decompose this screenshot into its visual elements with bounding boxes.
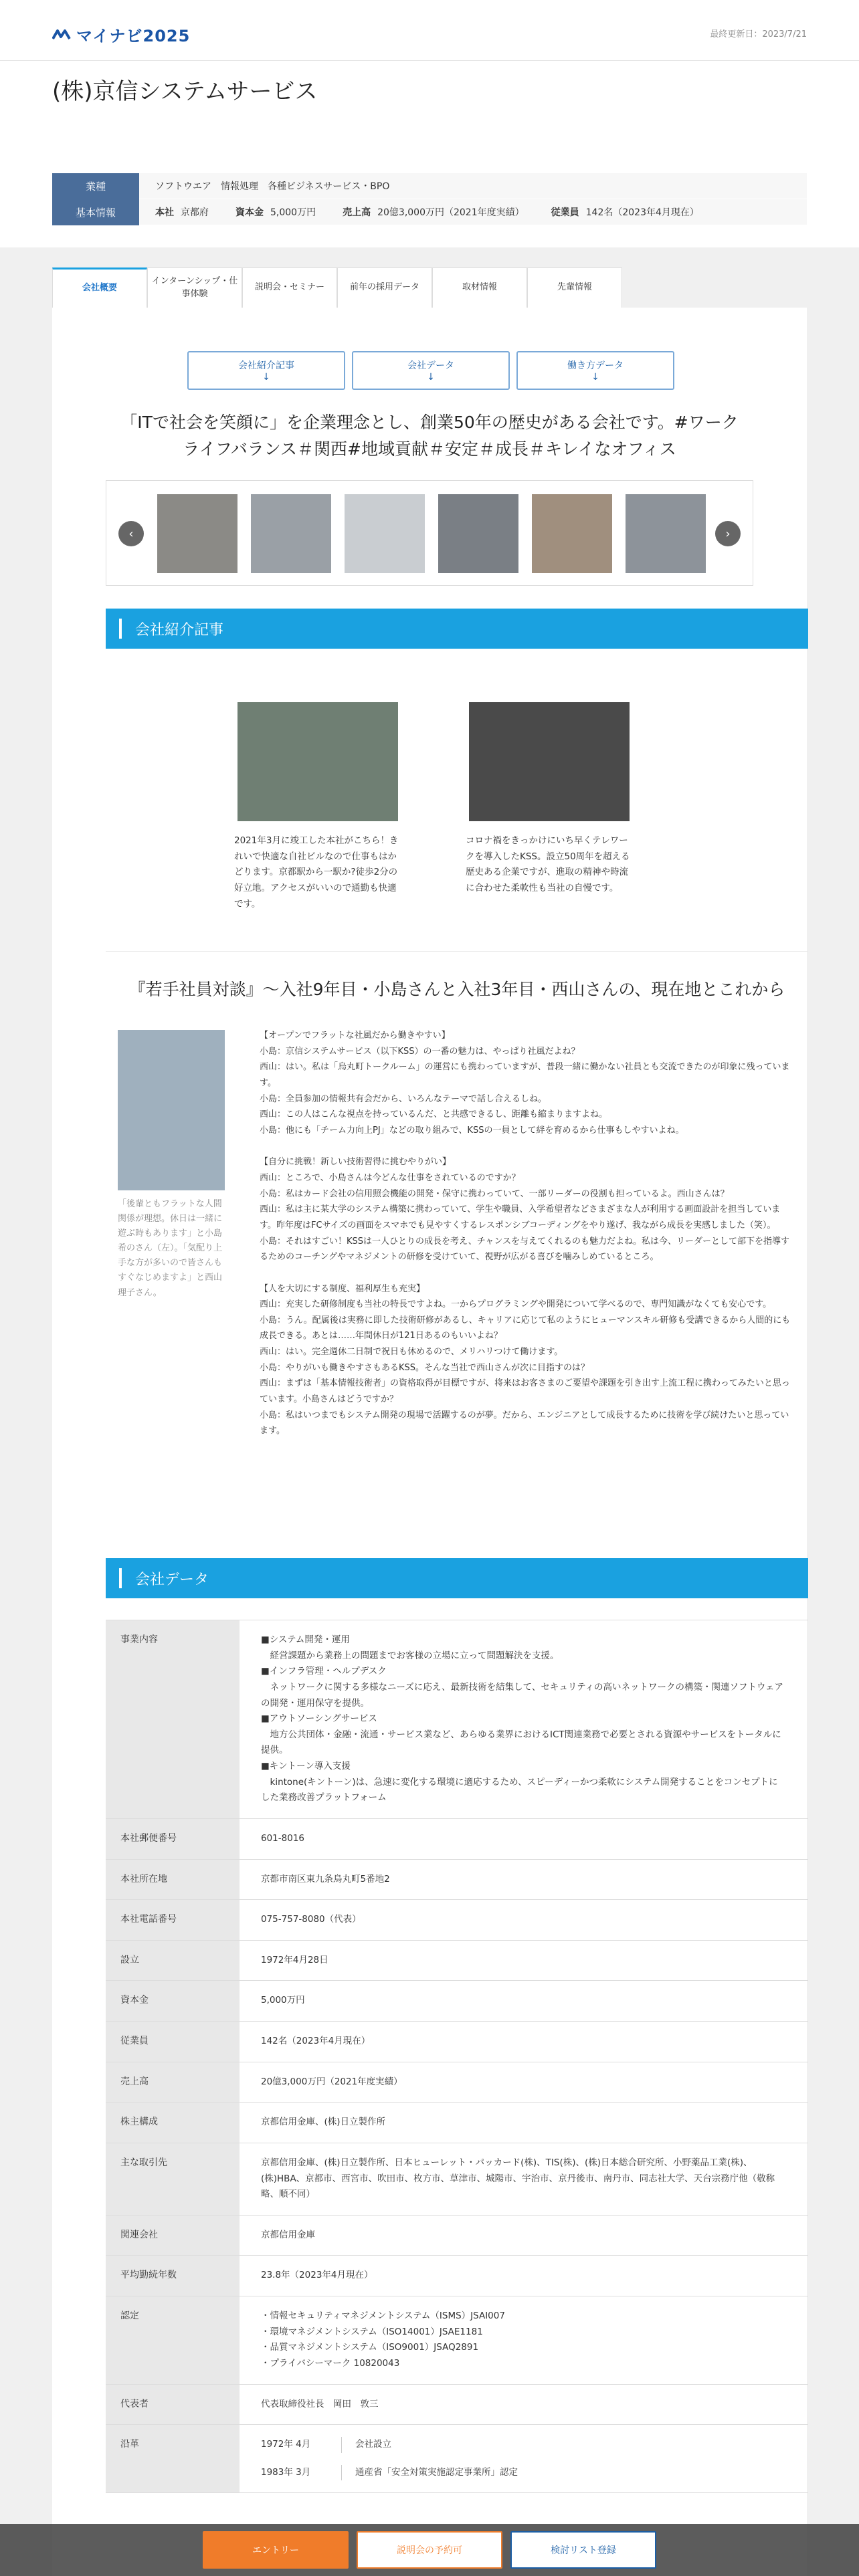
industry-label: 業種	[52, 173, 139, 199]
industry-row	[52, 173, 807, 199]
catchcopy: 「ITで社会を笑顔に」を企業理念とし、創業50年の歴史がある会社です。#ワークライフバランス＃関西#地域貢献＃安定＃成長＃キレイなオフィス	[120, 413, 739, 459]
table-row: 本社電話番号 075-757-8080（代表）	[106, 1900, 808, 1941]
table-row: 関連会社 京都信用金庫	[106, 2216, 808, 2256]
table-row: 資本金 5,000万円	[106, 1981, 808, 2022]
data-section-header: 会社データ	[106, 1558, 808, 1598]
table-row: 事業内容 ■システム開発・運用 経営課題から業務上の問題までお客様の立場に立って問題解決を支援。 ■インフラ管理・ヘルプデスク ネットワークに関する多様なニーズに応え、最新技術を結集して、セキュリティの高いネットワークの構築・関連ソフトウェアの開発・運用保守を提供。 ■アウトソーシングサービス 地方公共団体・金融・流通・サービス業など、あらゆる業界におけるICT関連業務で必要とされる資源やサービスをトータルに提供。 ■キントーン導入支援 kintone(キントーン)は、急速に変化する環境に適応するため、スピーディーかつ柔軟にシステム開発することをコンセプトにした業務改善プラットフォーム	[106, 1620, 808, 1819]
page-title: (株)京信システムサービス	[52, 78, 318, 105]
table-row: 株主構成 京都信用金庫、(株)日立製作所	[106, 2103, 808, 2143]
hq-info: 本社 京都府	[155, 207, 209, 218]
interview-photo	[118, 1030, 225, 1190]
divider	[106, 951, 808, 952]
articles-section-header: 会社紹介記事	[106, 609, 808, 649]
article-card[interactable]	[466, 702, 633, 897]
company-title-area	[0, 60, 859, 247]
industry-value: ソフトウエア 情報処理 各種ビジネスサービス・BPO	[155, 181, 390, 192]
article-photo	[237, 702, 398, 821]
article-text: コロナ禍をきっかけにいち早くテレワークを導入したKSS。設立50周年を超える歴史ある企業ですが、進取の精神や時流に合わせた柔軟性も当社の自慢です。	[466, 835, 630, 893]
carousel-prev-button[interactable]	[118, 521, 144, 546]
basic-info-label: 基本情報	[52, 199, 139, 225]
last-updated: 最終更新日：2023/7/21	[710, 29, 807, 39]
briefing-reserve-button[interactable]: 説明会の予約可	[357, 2531, 502, 2569]
interview-title: 『若手社員対談』～入社9年目・小島さんと入社3年目・西山さんの、現在地とこれから	[128, 980, 785, 999]
capital-info: 資本金 5,000万円	[235, 207, 316, 218]
tab-bar	[52, 267, 807, 308]
arrow-down-icon: ↓	[427, 372, 435, 383]
tab-internship[interactable]: インターンシップ・仕事体験	[147, 267, 242, 308]
tab-seniors[interactable]: 先輩情報	[527, 267, 622, 308]
anchor-data-button[interactable]: 会社データ ↓	[352, 351, 510, 390]
table-row: 認定 ・情報セキュリティマネジメントシステム（ISMS）JSAI007 ・環境マネジメントシステム（ISO14001）JSAE1181 ・品質マネジメントシステム（ISO9001）JSAQ2891 ・プライバシーマーク 10820043	[106, 2296, 808, 2385]
history-item: 1972年 4月 会社設立	[261, 2437, 787, 2453]
arrow-down-icon: ↓	[591, 372, 599, 383]
carousel-photo[interactable]	[251, 494, 331, 573]
carousel-photo[interactable]	[532, 494, 612, 573]
company-info-table	[52, 173, 807, 225]
anchor-links	[187, 351, 674, 390]
arrow-down-icon: ↓	[262, 372, 270, 383]
site-header	[0, 0, 859, 60]
table-row: 売上高 20億3,000万円（2021年度実績）	[106, 2062, 808, 2103]
tab-coverage[interactable]: 取材情報	[432, 267, 527, 308]
company-data-table	[106, 1620, 808, 2493]
interview-body: 【オープンでフラットな社風だから働きやすい】 小島：京信システムサービス（以下KSS）の一番の魅力は、やっぱり社風だよね？ 西山：はい。私は「烏丸町トークルーム」の運営にも携わっていますが、普段一緒に働かない社員とも交流できたのが印象に残っています。 小島：全員参加の情報共有会だから、いろんなテーマで話し合えるしね。 西山：この人はこんな視点を持っているんだ、と共感できるし、距離も縮まりますよね。 小島：他にも「チーム力向上PJ」などの取り組みで、KSSの一員として絆を育めるから仕事もしやすいよね。 【自分に挑戦！新しい技術習得に挑むやりがい】 西山：ところで、小島さんは今どんな仕事をされているのですか？ 小島：私はカード会社の信用照会機能の開発・保守に携わっていて、一部リーダーの役割も担っているよ。西山さんは？ 西山：私は主に某大学のシステム構築に携わっていて、学生や職員、入学希望者などさまざまな人が利用する画面設計を担当しています。昨年度はFCサイズの画面をスマホでも見やすくするレスポンシブコーディングをやり遂げ、我ながら成長を実感しました（笑）。 小島：それはすごい！KSSは一人ひとりの成長を考え、チャンスを与えてくれるのも魅力だよね。私は今、リーダーとして部下を指導するためのコーチングやマネジメントの研修を受けていて、視野が広がる喜びを噛みしめているところ。 【人を大切にする制度、福利厚生も充実】 西山：充実した研修制度も当社の特長ですよね。一からプログラミングや開発について学べるので、専門知識がなくても安心です。 小島：うん。配属後は実務に即した技術研修があるし、キャリアに応じて私のようにヒューマンスキル研修も受講できるから人間的にも成長できる。あとは……年間休日が121日あるのもいいよね？ 西山：はい。完全週休二日制で祝日も休めるので、メリハリつけて働けます。 小島：やりがいも働きやすさもあるKSS。そんな当社で西山さんが次に目指すのは？ 西山：まずは「基本情報技術者」の資格取得が目標ですが、将来はお客さまのご要望や課題を引き出す上流工程に携わってみたいと思っています。小島さんはどうですか？ 小島：私はいつまでもシステム開発の現場で活躍するのが夢。だから、エンジニアとして成長するために技術を学び続けたいと思っています。	[260, 1031, 791, 1436]
table-row: 本社所在地 京都市南区東九条烏丸町5番地2	[106, 1860, 808, 1901]
tab-recruit-data[interactable]: 前年の採用データ	[337, 267, 432, 308]
mynavi-logo[interactable]	[52, 23, 190, 46]
logo-text: マイナビ2025	[76, 27, 191, 45]
table-row: 設立 1972年4月28日	[106, 1941, 808, 1981]
carousel-photo[interactable]	[157, 494, 237, 573]
carousel-photo[interactable]	[345, 494, 425, 573]
interview-caption: 「後輩ともフラットな人間関係が理想。休日は一緒に遊ぶ時もあります」と小島希のさん（左）。「気配り上手な方が多いので皆さんもすぐなじめますよ」と西山理子さん。	[118, 1199, 223, 1298]
tab-company-overview[interactable]: 会社概要	[52, 267, 147, 308]
sticky-footer	[0, 2524, 859, 2576]
main-content	[52, 267, 807, 2576]
photo-carousel	[106, 480, 753, 586]
logo-mark-icon	[52, 29, 72, 40]
article-card[interactable]	[234, 702, 401, 912]
add-to-list-button[interactable]: 検討リスト登録	[510, 2531, 656, 2569]
basic-info-row	[52, 199, 807, 225]
table-row: 従業員 142名（2023年4月現在）	[106, 2022, 808, 2062]
anchor-articles-button[interactable]: 会社紹介記事 ↓	[187, 351, 345, 390]
carousel-next-button[interactable]	[715, 521, 741, 546]
carousel-photo[interactable]	[626, 494, 706, 573]
table-row: 本社郵便番号 601-8016	[106, 1819, 808, 1860]
chevron-right-icon: ›	[725, 526, 731, 541]
table-row: 平均勤続年数 23.8年（2023年4月現在）	[106, 2256, 808, 2296]
employees-info: 従業員 142名（2023年4月現在）	[551, 207, 699, 218]
table-row: 主な取引先 京都信用金庫、(株)日立製作所、日本ヒューレット・パッカード(株)、TIS(株)、(株)日本総合研究所、小野薬品工業(株)、(株)HBA、京都市、西宮市、吹田市、枚方市、草津市、城陽市、宇治市、京丹後市、南丹市、同志社大学、天台宗務庁他（敬称略、順不同）	[106, 2143, 808, 2216]
carousel-photo[interactable]	[438, 494, 518, 573]
entry-button[interactable]: エントリー	[203, 2531, 349, 2569]
article-photo	[469, 702, 630, 821]
chevron-left-icon: ‹	[128, 526, 134, 541]
sales-info: 売上高 20億3,000万円（2021年度実績）	[343, 207, 524, 218]
tab-seminar[interactable]: 説明会・セミナー	[242, 267, 337, 308]
anchor-workstyle-button[interactable]: 働き方データ ↓	[516, 351, 674, 390]
history-row: 沿革 1972年 4月 会社設立 1983年 3月 通産省「安全対策実施認定事業所」認定	[106, 2425, 808, 2493]
table-row: 代表者 代表取締役社長 岡田 敦三	[106, 2385, 808, 2426]
article-text: 2021年3月に竣工した本社がこちら！きれいで快適な自社ビルなので仕事もはかどります。京都駅から一駅か?徒歩2分の好立地。アクセスがいいので通勤も快適です。	[234, 835, 399, 909]
history-item: 1983年 3月 通産省「安全対策実施認定事業所」認定	[261, 2465, 787, 2481]
